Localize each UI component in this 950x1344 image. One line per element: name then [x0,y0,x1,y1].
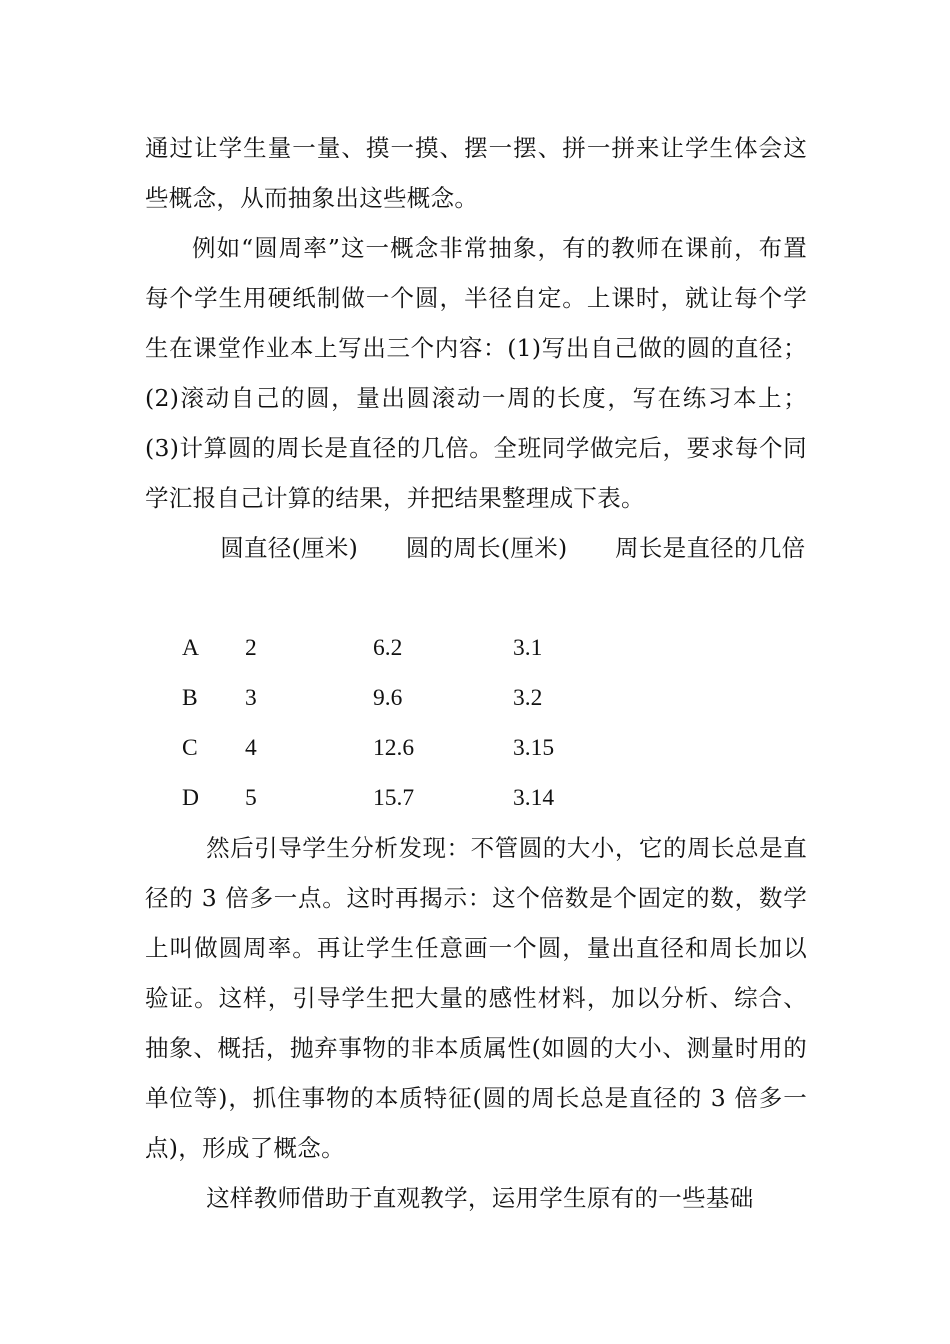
ratio-cell: 3.15 [513,735,555,761]
paragraph-analysis: 然后引导学生分析发现：不管圆的大小，它的周长总是直径的 3 倍多一点。这时再揭示：这个倍数是个固定的数，数学上叫做圆周率。再让学生任意画一个圆，量出直径和周长加以验证。这样，引导学生把大量的感性材料，加以分析、综合、抽象、概括，抛弃事物的非本质属性(如圆的大小、测量时用的单位等)，抓住事物的本质特征(圆的周长总是直径的 3 倍多一点)，形成了概念。 [145,834,807,1162]
table-row [145,723,807,773]
circumference-cell: 9.6 [373,685,403,711]
ratio-cell: 3.14 [513,785,555,811]
paragraph-conclusion: 这样教师借助于直观教学，运用学生原有的一些基础 [206,1184,754,1212]
table-row [145,773,807,823]
diameter-cell: 4 [245,735,257,761]
row-label: B [182,685,198,711]
row-label: D [182,785,199,811]
paragraph-pi-example: 例如“圆周率”这一概念非常抽象，有的教师在课前，布置每个学生用硬纸制做一个圆，半径自定。上课时，就让每个学生在课堂作业本上写出三个内容：(1)写出自己做的圆的直径；(2)滚动自己的圆，量出圆滚动一周的长度，写在练习本上；(3)计算圆的周长是直径的几倍。全班同学做完后，要求每个同学汇报自己计算的结果，并把结果整理成下表。 [145,234,807,512]
table-row [145,623,807,673]
paragraph-intro: 通过让学生量一量、摸一摸、摆一摆、拼一拼来让学生体会这些概念，从而抽象出这些概念。 [145,134,807,212]
results-table [145,623,807,823]
ratio-cell: 3.1 [513,635,543,661]
ratio-cell: 3.2 [513,685,543,711]
table-row [145,673,807,723]
row-label: A [182,635,199,661]
diameter-cell: 3 [245,685,257,711]
diameter-cell: 2 [245,635,257,661]
row-label: C [182,735,198,761]
circumference-cell: 15.7 [373,785,415,811]
circumference-cell: 6.2 [373,635,403,661]
diameter-cell: 5 [245,785,257,811]
circumference-cell: 12.6 [373,735,415,761]
table-header: 圆直径(厘米) 圆的周长(厘米) 周长是直径的几倍 [220,534,806,562]
